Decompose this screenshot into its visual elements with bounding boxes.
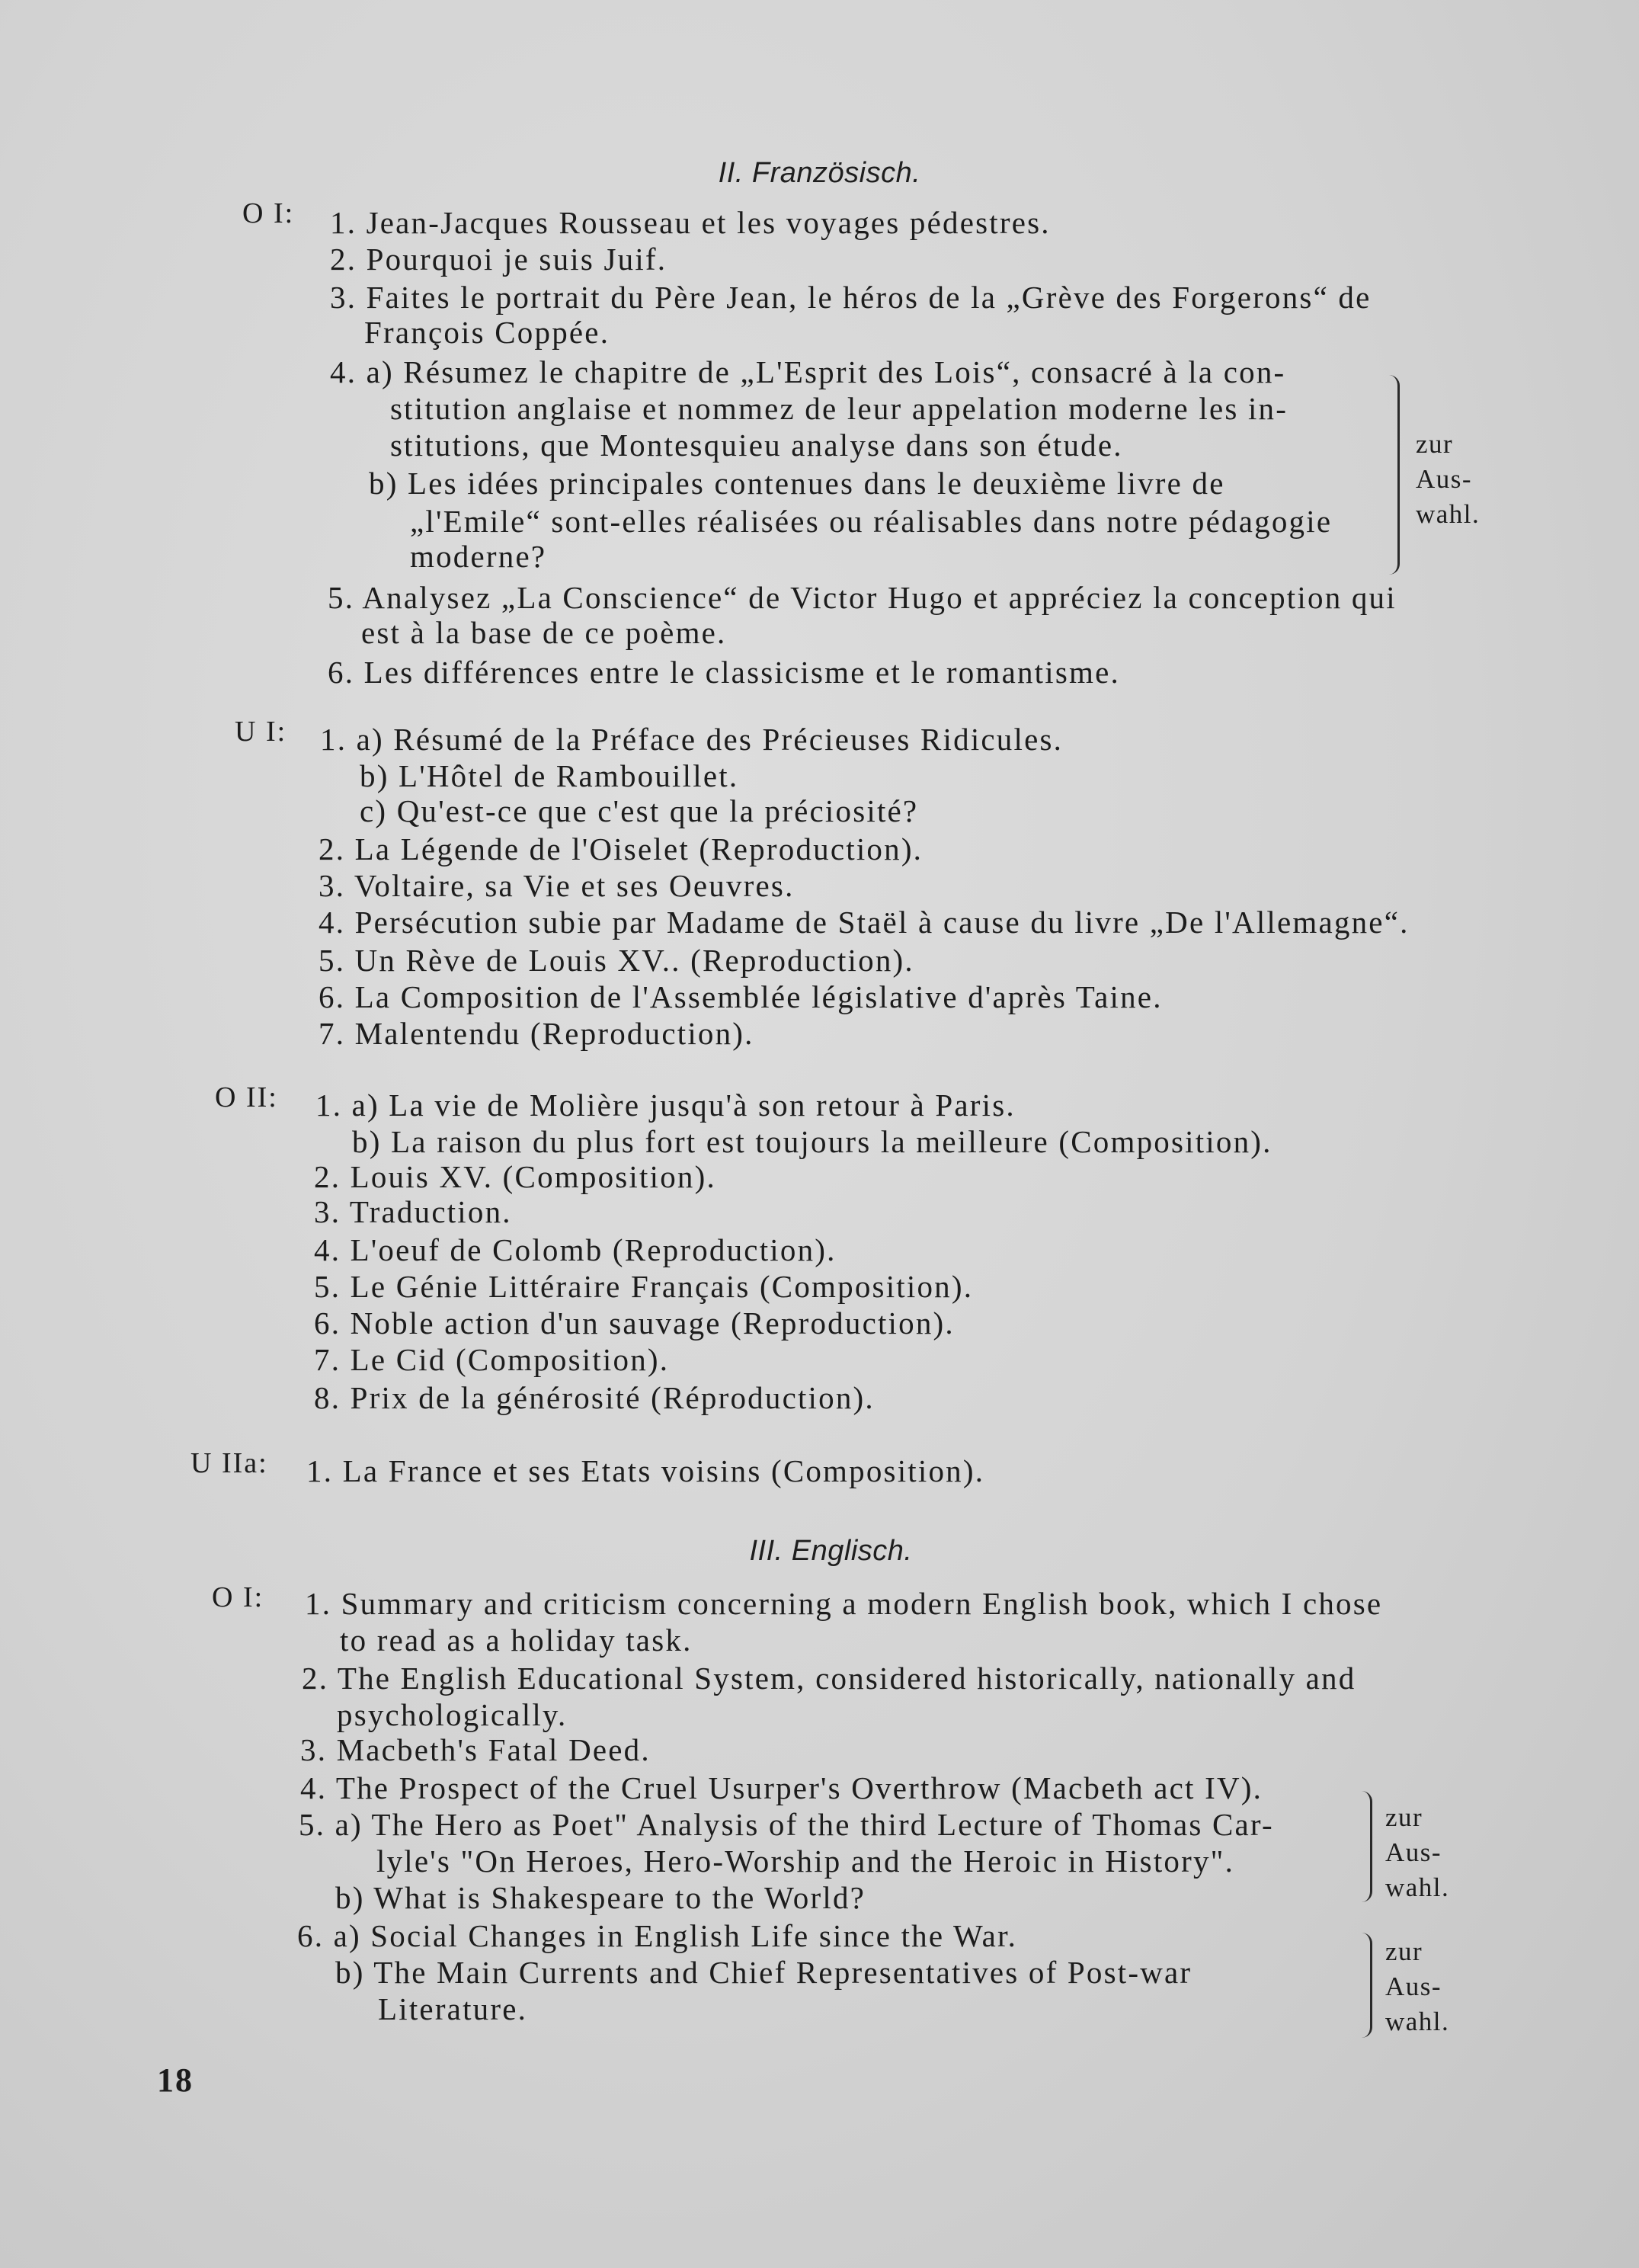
- text-line: 3. Macbeth's Fatal Deed.: [300, 1732, 651, 1767]
- class-label-uiia: U IIa:: [190, 1447, 268, 1479]
- french-section-heading: II. Französisch.: [718, 157, 921, 189]
- text-line: 4. The Prospect of the Cruel Usurper's Overthrow (Macbeth act IV).: [300, 1770, 1263, 1805]
- class-label-ui: U I:: [235, 716, 287, 748]
- text-line: Literature.: [378, 1991, 528, 2026]
- selection-brace: [1356, 1933, 1372, 2038]
- text-line: 3. Traduction.: [314, 1194, 512, 1229]
- text-line: 5. Le Génie Littéraire Français (Composition).: [314, 1269, 974, 1304]
- text-line: 2. Louis XV. (Composition).: [314, 1159, 716, 1194]
- text-line: b) La raison du plus fort est toujours la meilleure (Composition).: [352, 1124, 1272, 1159]
- text-line: 1. La France et ses Etats voisins (Composition).: [306, 1453, 985, 1488]
- text-line: stitutions, que Montesquieu analyse dans son étude.: [390, 428, 1123, 463]
- note-line: zur: [1416, 429, 1454, 459]
- text-line: b) Les idées principales contenues dans le deuxième livre de: [369, 466, 1225, 501]
- text-line: 8. Prix de la générosité (Réproduction).: [314, 1380, 875, 1415]
- note-line: Aus-: [1385, 1972, 1442, 2001]
- text-line: 5. Analysez „La Conscience“ de Victor Hugo et appréciez la conception qui: [328, 580, 1397, 615]
- class-label-oi: O I:: [242, 197, 295, 229]
- text-line: 1. a) La vie de Molière jusqu'à son retour à Paris.: [315, 1088, 1016, 1123]
- selection-note: [1385, 1934, 1449, 2039]
- text-line: 6. La Composition de l'Assemblée législative d'après Taine.: [319, 979, 1163, 1014]
- text-line: 2. The English Educational System, considered historically, nationally and: [302, 1661, 1356, 1696]
- english-section-heading: III. Englisch.: [749, 1535, 913, 1567]
- text-line: 3. Faites le portrait du Père Jean, le héros de la „Grève des Forgerons“ de: [330, 280, 1372, 315]
- text-line: 5. a) The Hero as Poet" Analysis of the third Lecture of Thomas Car-: [299, 1807, 1274, 1842]
- text-line: 5. Un Rève de Louis XV.. (Reproduction).: [319, 943, 914, 978]
- class-label-oii: O II:: [215, 1081, 278, 1113]
- note-line: Aus-: [1416, 464, 1473, 494]
- text-line: psychologically.: [337, 1697, 568, 1732]
- selection-brace: [1356, 1791, 1372, 1902]
- note-line: wahl.: [1385, 1872, 1450, 1902]
- text-line: 7. Le Cid (Composition).: [314, 1342, 670, 1377]
- text-line: „l'Emile“ sont-elles réalisées ou réalisables dans notre pédagogie: [410, 504, 1333, 539]
- text-line: stitution anglaise et nommez de leur appelation moderne les in-: [390, 391, 1288, 426]
- text-line: est à la base de ce poème.: [361, 615, 727, 650]
- text-line: 1. Summary and criticism concerning a modern English book, which I chose: [305, 1586, 1383, 1621]
- selection-note: [1416, 427, 1480, 532]
- text-line: 7. Malentendu (Reproduction).: [319, 1016, 754, 1051]
- text-line: to read as a holiday task.: [340, 1623, 693, 1658]
- text-line: 2. La Légende de l'Oiselet (Reproduction).: [319, 831, 924, 867]
- text-line: 3. Voltaire, sa Vie et ses Oeuvres.: [319, 868, 795, 903]
- text-line: 1. a) Résumé de la Préface des Précieuses Ridicules.: [320, 722, 1064, 757]
- selection-note: [1385, 1800, 1449, 1905]
- class-label-oi-english: O I:: [212, 1581, 264, 1613]
- text-line: c) Qu'est-ce que c'est que la préciosité?: [360, 793, 919, 828]
- note-line: zur: [1385, 1802, 1423, 1832]
- text-line: 4. a) Résumez le chapitre de „L'Esprit des Lois“, consacré à la con-: [330, 354, 1286, 389]
- note-line: Aus-: [1385, 1837, 1442, 1867]
- text-line: b) The Main Currents and Chief Representatives of Post-war: [335, 1955, 1192, 1990]
- text-line: b) L'Hôtel de Rambouillet.: [360, 758, 739, 793]
- note-line: wahl.: [1416, 499, 1481, 529]
- text-line: lyle's "On Heroes, Hero-Worship and the Heroic in History".: [376, 1844, 1235, 1879]
- text-line: b) What is Shakespeare to the World?: [335, 1880, 866, 1915]
- text-line: 6. Les différences entre le classicisme et le romantisme.: [328, 655, 1120, 690]
- text-line: 4. Persécution subie par Madame de Staël à cause du livre „De l'Allemagne“.: [319, 905, 1410, 940]
- note-line: zur: [1385, 1936, 1423, 1966]
- text-line: moderne?: [410, 539, 547, 574]
- text-line: François Coppée.: [364, 315, 610, 350]
- page-number: 18: [157, 2061, 194, 2099]
- selection-brace: [1384, 375, 1400, 575]
- text-line: 2. Pourquoi je suis Juif.: [330, 242, 667, 277]
- note-line: wahl.: [1385, 2007, 1450, 2036]
- text-line: 4. L'oeuf de Colomb (Reproduction).: [314, 1232, 837, 1267]
- text-line: 6. a) Social Changes in English Life since the War.: [297, 1918, 1018, 1953]
- text-line: 1. Jean-Jacques Rousseau et les voyages pédestres.: [330, 205, 1051, 240]
- text-line: 6. Noble action d'un sauvage (Reproduction).: [314, 1305, 955, 1341]
